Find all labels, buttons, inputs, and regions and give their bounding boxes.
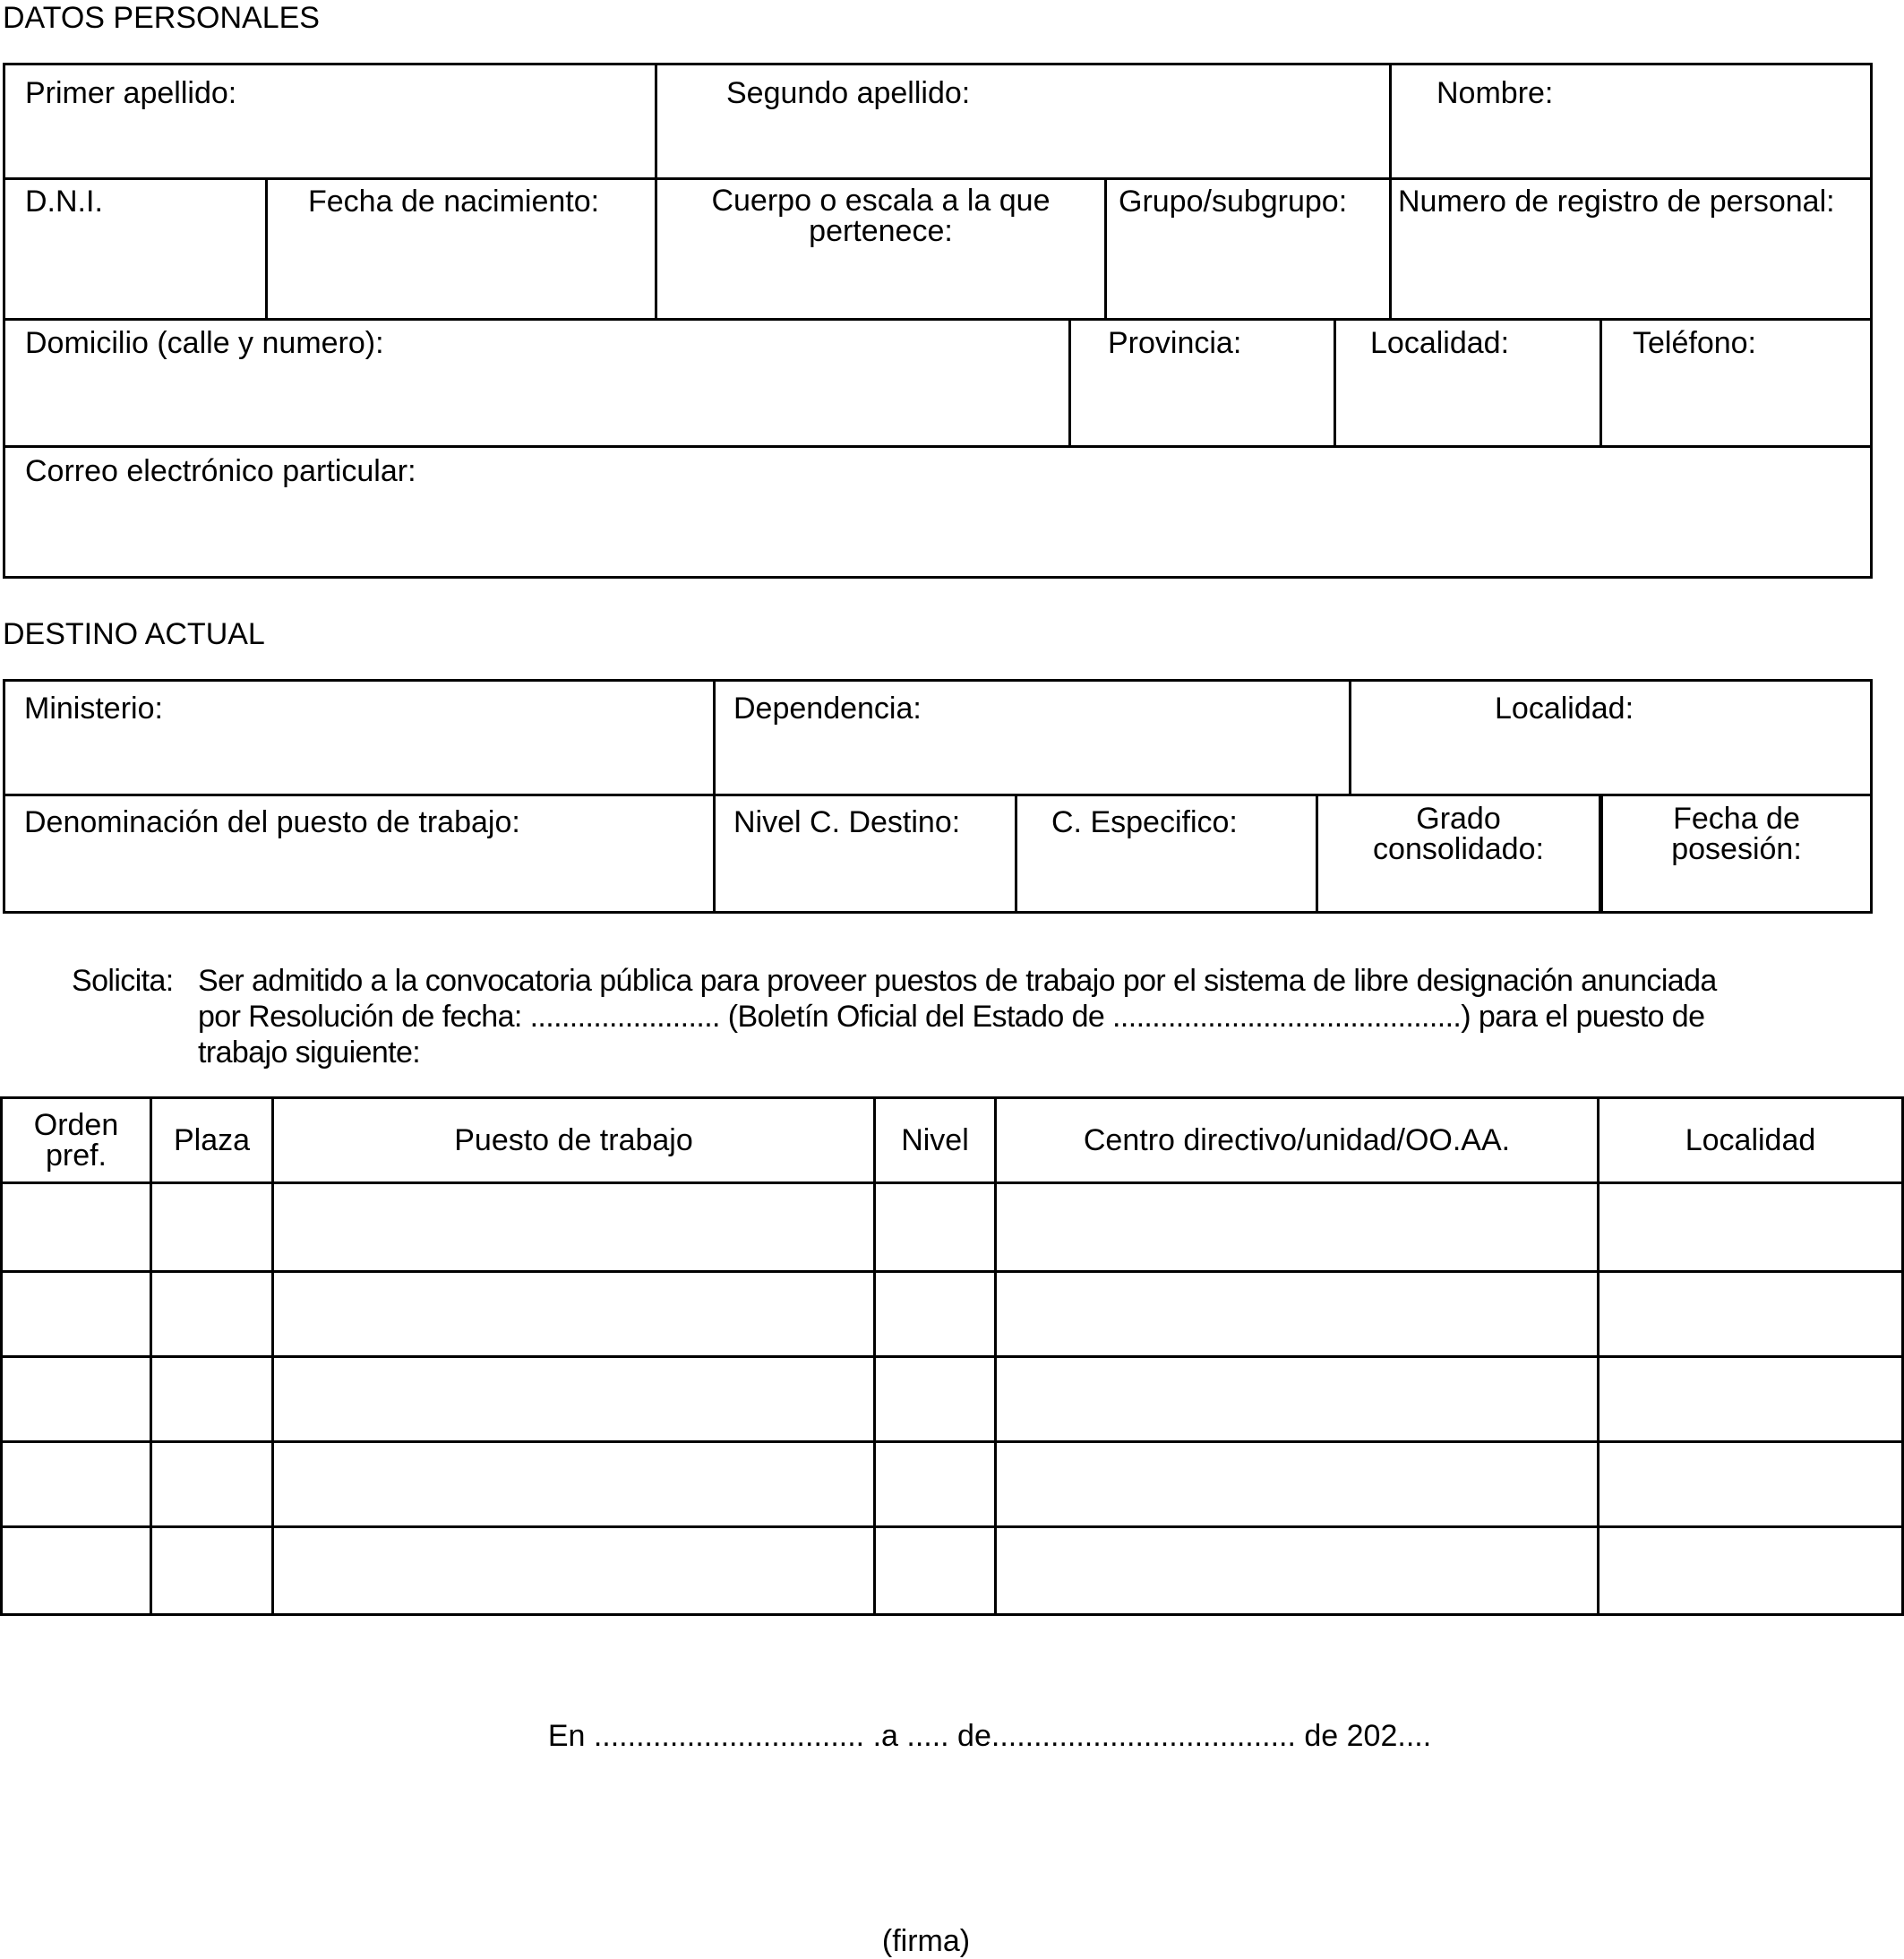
header-orden-line1: Orden (33, 1108, 119, 1142)
grado-consolidado-label (1318, 803, 1599, 864)
cell-centro[interactable] (997, 1273, 1597, 1355)
destino-localidad-label: Localidad: (1495, 692, 1634, 726)
fecha-posesion-label-line2: posesión: (1671, 832, 1802, 866)
cell-nivel[interactable] (876, 1443, 994, 1525)
cell-nivel[interactable] (876, 1184, 994, 1270)
header-puesto-trabajo: Puesto de trabajo (454, 1123, 693, 1157)
cuerpo-escala-field[interactable] (657, 180, 1104, 318)
cell-localidad[interactable] (1600, 1443, 1901, 1525)
grado-consolidado-label-line1: Grado (1416, 802, 1501, 836)
dni-field[interactable] (5, 180, 265, 318)
telefono-field[interactable] (1602, 321, 1870, 445)
grupo-subgrupo-field[interactable] (1107, 180, 1389, 318)
cell-orden[interactable] (3, 1443, 150, 1525)
cell-centro[interactable] (997, 1443, 1597, 1525)
cell-localidad[interactable] (1600, 1528, 1901, 1613)
complemento-especifico-field[interactable] (1017, 796, 1316, 911)
denominacion-puesto-field[interactable] (5, 796, 713, 911)
solicitud-line-2: por Resolución de fecha: ........................ (Boletín Oficial del Estado de ............................................) para el puesto de (198, 1000, 1705, 1034)
cell-puesto[interactable] (274, 1184, 873, 1270)
section-title-destino-actual: DESTINO ACTUAL (3, 617, 265, 651)
solicitud-line-3: trabajo siguiente: (198, 1035, 421, 1070)
localidad-field[interactable] (1336, 321, 1600, 445)
telefono-label: Teléfono: (1633, 326, 1756, 360)
cell-localidad[interactable] (1600, 1273, 1901, 1355)
grado-consolidado-field[interactable] (1318, 796, 1599, 911)
header-plaza: Plaza (173, 1123, 251, 1157)
localidad-label: Localidad: (1370, 326, 1510, 360)
nombre-label: Nombre: (1437, 76, 1554, 110)
grado-consolidado-label-line2: consolidado: (1373, 832, 1544, 866)
fecha-nacimiento-field[interactable] (268, 180, 655, 318)
cell-centro[interactable] (997, 1528, 1597, 1613)
cell-nivel[interactable] (876, 1528, 994, 1613)
dni-label: D.N.I. (25, 185, 103, 219)
solicitud-line-1: Ser admitido a la convocatoria pública para proveer puestos de trabajo por el sistema de libre designación anunciada (198, 964, 1717, 998)
registro-personal-label: Numero de registro de personal: (1398, 185, 1835, 219)
cell-orden[interactable] (3, 1528, 150, 1613)
cell-puesto[interactable] (274, 1273, 873, 1355)
cell-orden[interactable] (3, 1273, 150, 1355)
complemento-especifico-label: C. Especifico: (1051, 805, 1238, 839)
ministerio-field[interactable] (5, 682, 713, 794)
section-title-datos-personales: DATOS PERSONALES (3, 1, 320, 35)
fecha-posesion-label-line1: Fecha de (1673, 802, 1800, 836)
destino-localidad-field[interactable] (1351, 682, 1870, 794)
domicilio-label: Domicilio (calle y numero): (25, 326, 384, 360)
header-nivel: Nivel (901, 1123, 969, 1157)
cell-puesto[interactable] (274, 1528, 873, 1613)
solicitud-text (198, 963, 1810, 1070)
header-orden-line2: pref. (45, 1138, 107, 1173)
segundo-apellido-field[interactable] (657, 65, 1389, 177)
fecha-posesion-field[interactable] (1603, 796, 1870, 911)
fecha-posesion-label (1603, 803, 1870, 864)
provincia-field[interactable] (1071, 321, 1334, 445)
cell-nivel[interactable] (876, 1273, 994, 1355)
denominacion-puesto-label: Denominación del puesto de trabajo: (24, 805, 520, 839)
ministerio-label: Ministerio: (24, 692, 163, 726)
cell-nivel[interactable] (876, 1358, 994, 1440)
segundo-apellido-label: Segundo apellido: (726, 76, 971, 110)
dependencia-label: Dependencia: (733, 692, 922, 726)
fecha-nacimiento-label: Fecha de nacimiento: (308, 185, 600, 219)
nivel-destino-label: Nivel C. Destino: (733, 805, 961, 839)
provincia-label: Provincia: (1108, 326, 1242, 360)
lugar-fecha-line[interactable]: En ................................ .a ..... de.................................... de 202.... (547, 1719, 1432, 1753)
firma-label: (firma) (881, 1924, 971, 1958)
nivel-destino-field[interactable] (716, 796, 1015, 911)
cell-plaza[interactable] (152, 1273, 271, 1355)
cuerpo-escala-label (657, 185, 1104, 246)
solicita-label: Solicita: (72, 964, 174, 998)
primer-apellido-label: Primer apellido: (25, 76, 237, 110)
correo-label: Correo electrónico particular: (25, 454, 416, 488)
cell-puesto[interactable] (274, 1358, 873, 1440)
domicilio-field[interactable] (5, 321, 1068, 445)
cuerpo-escala-label-line2: pertenece: (809, 214, 953, 248)
grupo-subgrupo-label: Grupo/subgrupo: (1119, 185, 1348, 219)
header-localidad: Localidad (1685, 1123, 1816, 1157)
nombre-field[interactable] (1392, 65, 1870, 177)
cell-plaza[interactable] (152, 1184, 271, 1270)
cell-centro[interactable] (997, 1184, 1597, 1270)
cell-localidad[interactable] (1600, 1358, 1901, 1440)
registro-personal-field[interactable] (1392, 180, 1870, 318)
cell-orden[interactable] (3, 1184, 150, 1270)
cell-puesto[interactable] (274, 1443, 873, 1525)
dependencia-field[interactable] (716, 682, 1349, 794)
cell-orden[interactable] (3, 1358, 150, 1440)
cell-localidad[interactable] (1600, 1184, 1901, 1270)
cell-centro[interactable] (997, 1358, 1597, 1440)
cell-plaza[interactable] (152, 1528, 271, 1613)
header-orden-pref (3, 1099, 150, 1181)
cell-plaza[interactable] (152, 1443, 271, 1525)
cell-plaza[interactable] (152, 1358, 271, 1440)
header-centro-directivo: Centro directivo/unidad/OO.AA. (1083, 1123, 1511, 1157)
correo-field[interactable] (5, 448, 1870, 576)
primer-apellido-field[interactable] (5, 65, 655, 177)
cuerpo-escala-label-line1: Cuerpo o escala a la que (711, 184, 1051, 218)
